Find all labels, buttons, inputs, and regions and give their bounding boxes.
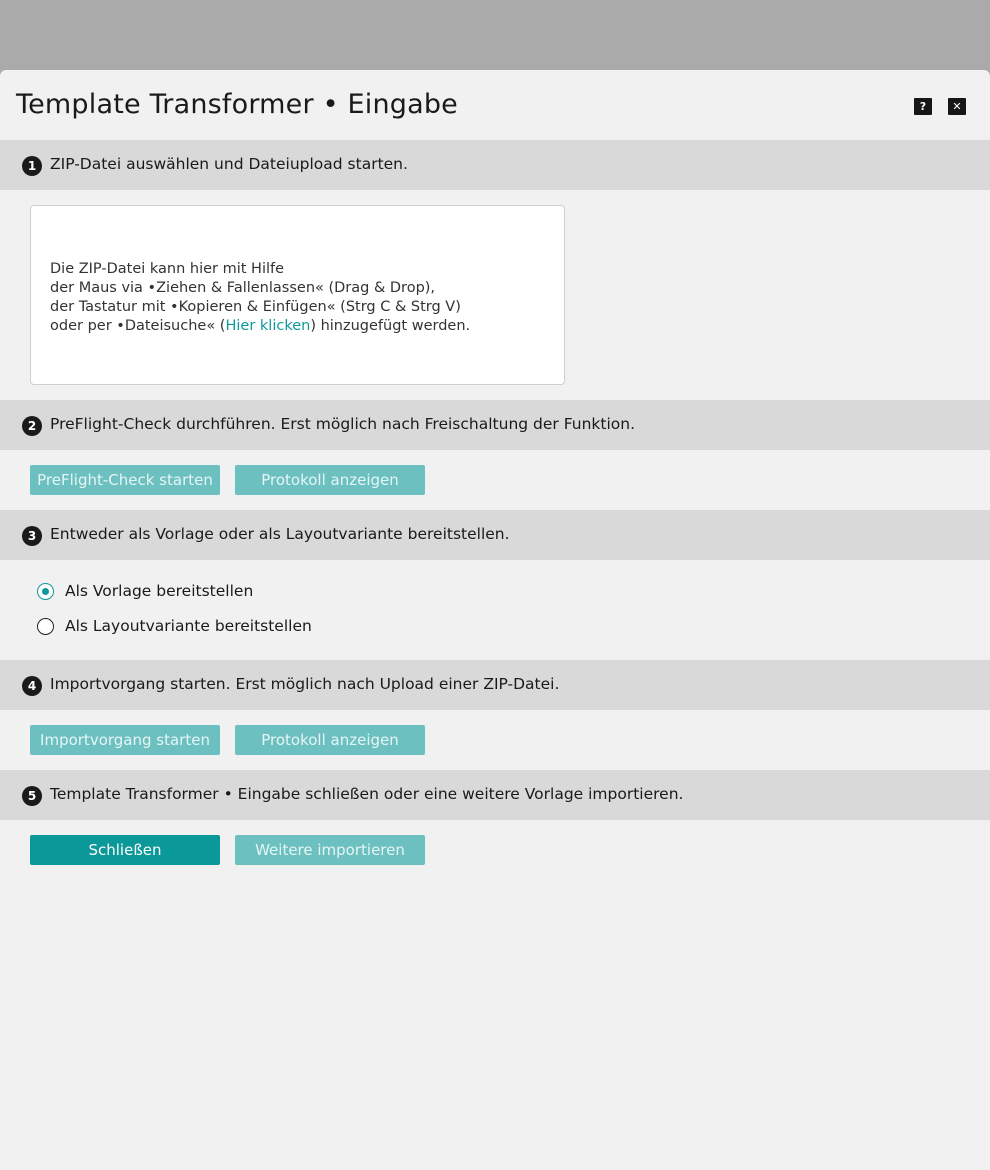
step-1-number-icon: 1 <box>22 156 42 176</box>
drop-zone-line-1: Die ZIP-Datei kann hier mit Hilfe <box>50 261 285 277</box>
drop-zone-instructions <box>50 260 470 336</box>
step-3-header <box>0 510 990 560</box>
step-3-text: Entweder als Vorlage oder als Layoutvariante bereitstellen. <box>50 525 510 543</box>
step-4-text: Importvorgang starten. Erst möglich nach Upload einer ZIP-Datei. <box>50 675 560 693</box>
radio-unchecked-icon <box>37 618 54 635</box>
preflight-start-button[interactable]: PreFlight-Check starten <box>30 465 220 495</box>
zip-drop-zone[interactable] <box>30 205 565 385</box>
dialog-title-bar <box>0 70 990 140</box>
step-5-number-icon: 5 <box>22 786 42 806</box>
import-start-button[interactable]: Importvorgang starten <box>30 725 220 755</box>
step-2-number-icon: 2 <box>22 416 42 436</box>
dialog-title: Template Transformer • Eingabe <box>16 89 458 120</box>
help-icon[interactable]: ? <box>914 98 932 115</box>
step-1-text: ZIP-Datei auswählen und Dateiupload starten. <box>50 155 408 173</box>
close-icon[interactable]: ✕ <box>948 98 966 115</box>
radio-layout-variant-label: Als Layoutvariante bereitstellen <box>65 617 312 635</box>
drop-zone-line-4-before: oder per •Dateisuche« ( <box>50 318 226 334</box>
import-protocol-button[interactable]: Protokoll anzeigen <box>235 725 425 755</box>
step-3-number-icon: 3 <box>22 526 42 546</box>
radio-checked-icon <box>37 583 54 600</box>
close-dialog-button[interactable]: Schließen <box>30 835 220 865</box>
preflight-protocol-button[interactable]: Protokoll anzeigen <box>235 465 425 495</box>
drop-zone-line-3: der Tastatur mit •Kopieren & Einfügen« (Strg C & Strg V) <box>50 299 461 315</box>
step-2-text: PreFlight-Check durchführen. Erst möglich nach Freischaltung der Funktion. <box>50 415 636 433</box>
step-1-header <box>0 140 990 190</box>
step-4-number-icon: 4 <box>22 676 42 696</box>
step-2-header <box>0 400 990 450</box>
import-more-button[interactable]: Weitere importieren <box>235 835 425 865</box>
drop-zone-line-4 <box>50 317 470 336</box>
step-5-header <box>0 770 990 820</box>
step-4-header <box>0 660 990 710</box>
drop-zone-line-2: der Maus via •Ziehen & Fallenlassen« (Drag & Drop), <box>50 280 436 296</box>
radio-dot-icon <box>42 588 49 595</box>
radio-template-label: Als Vorlage bereitstellen <box>65 582 254 600</box>
template-transformer-dialog <box>0 70 990 1170</box>
file-search-link[interactable]: Hier klicken <box>225 318 311 334</box>
step-5-text: Template Transformer • Eingabe schließen oder eine weitere Vorlage importieren. <box>50 785 684 803</box>
drop-zone-line-4-after: ) hinzugefügt werden. <box>310 318 471 334</box>
